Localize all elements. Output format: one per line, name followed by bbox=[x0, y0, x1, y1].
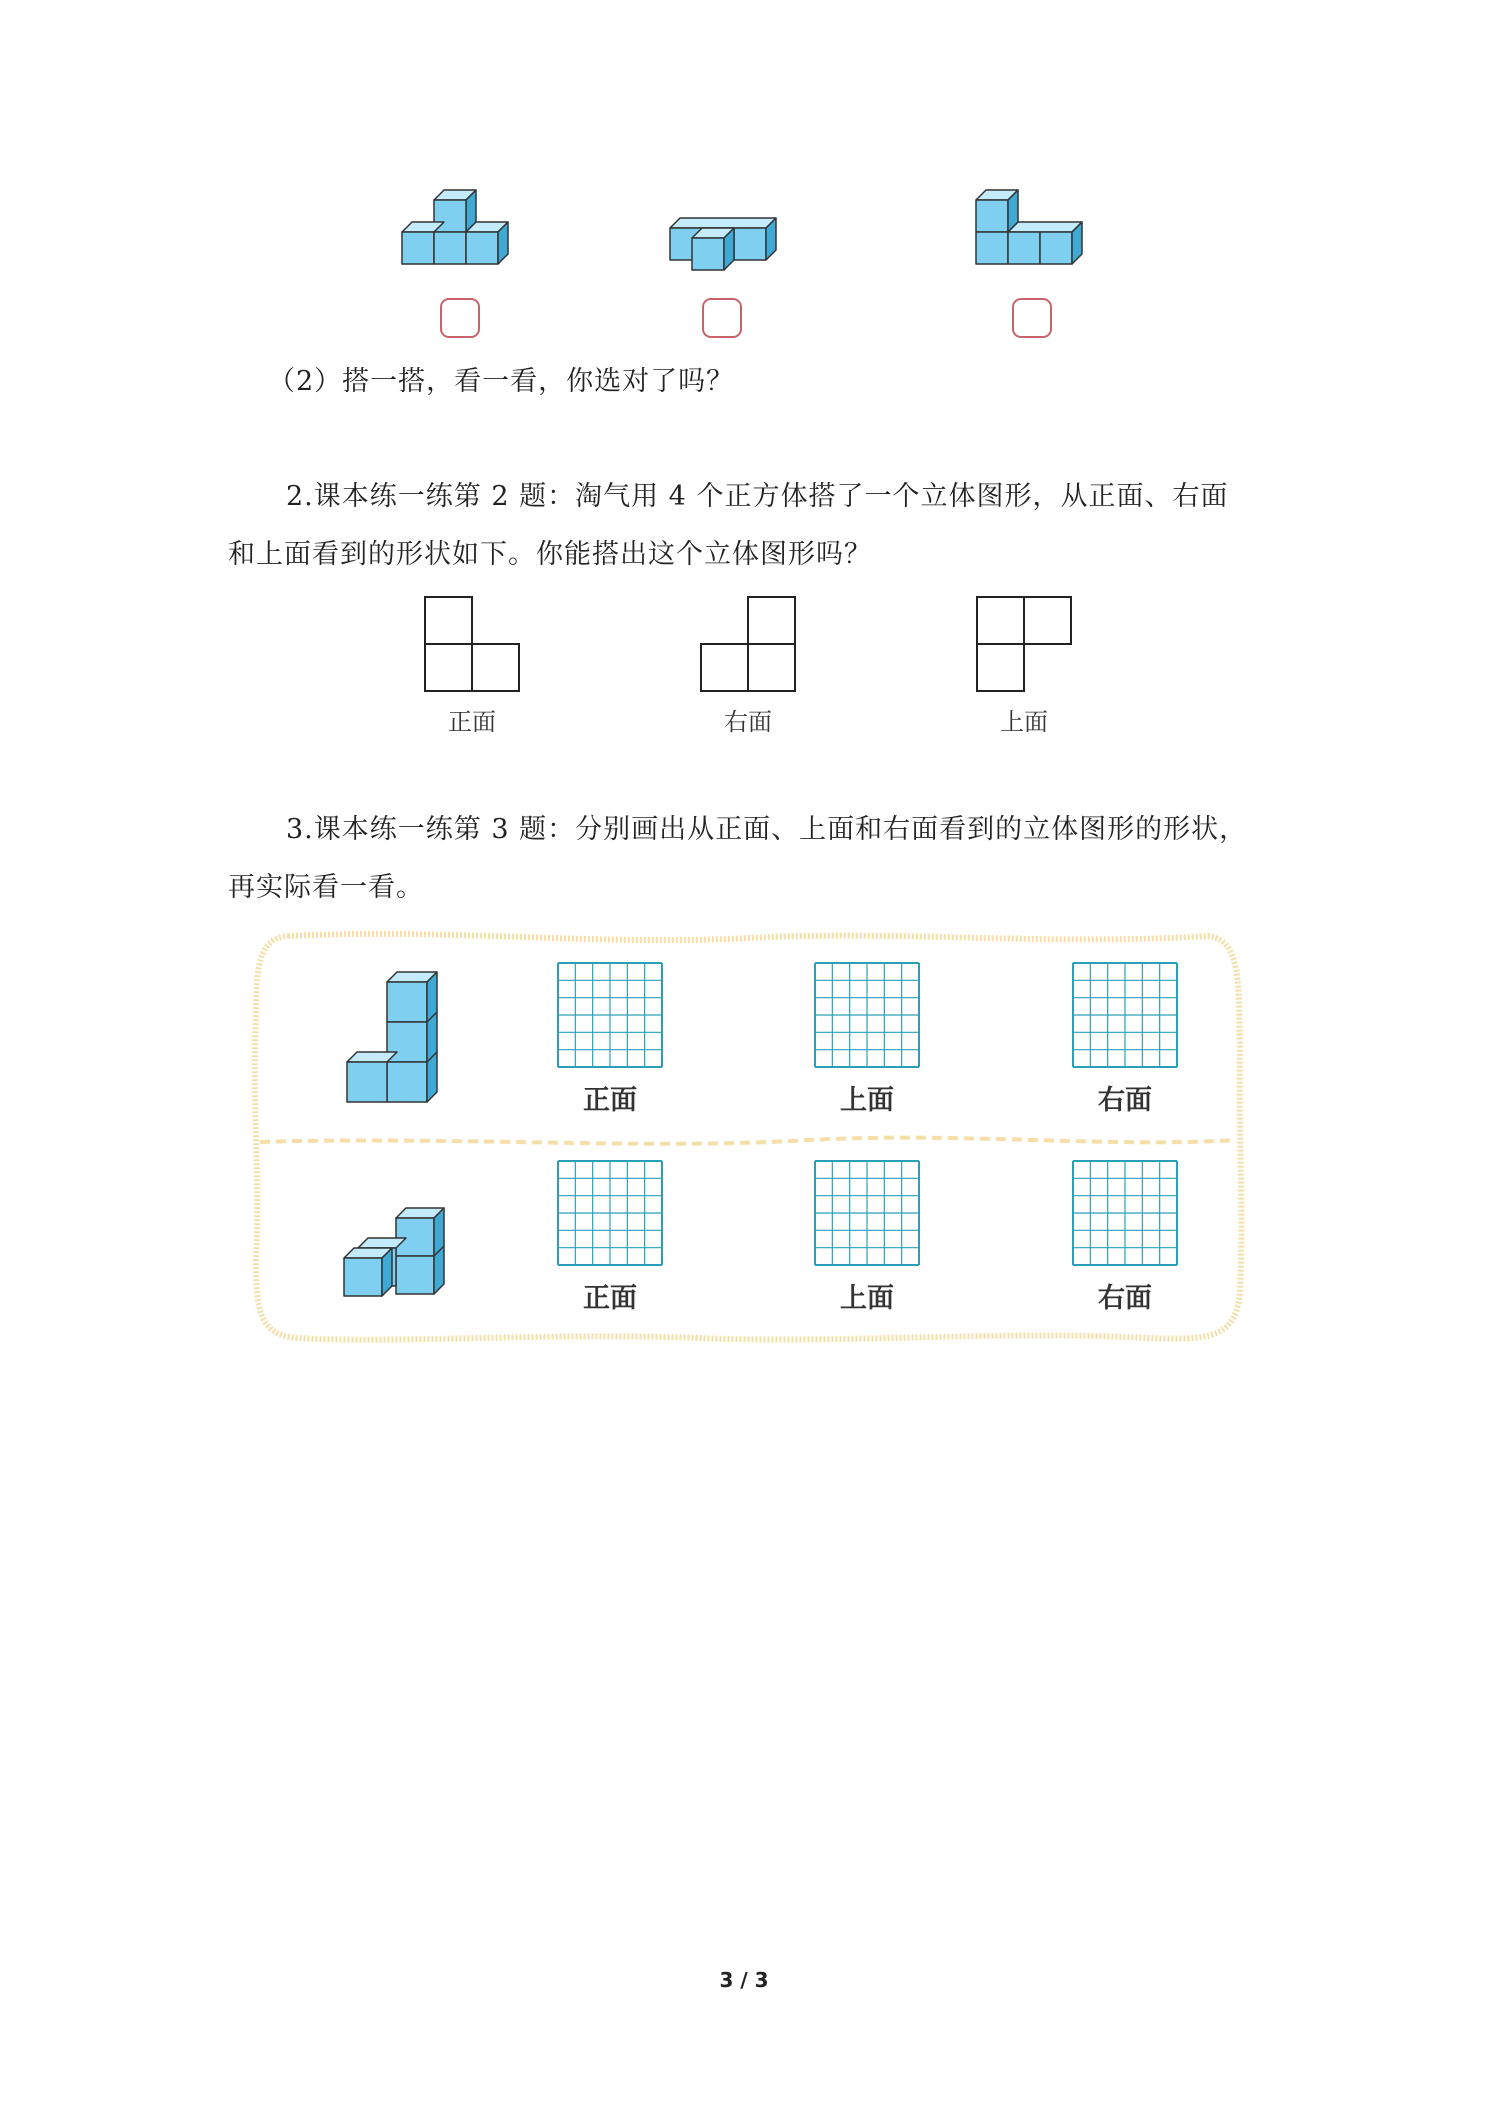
cube-figure-3 bbox=[974, 180, 1104, 270]
page-number: 3 / 3 bbox=[719, 1968, 769, 1992]
row1-label-front: 正面 bbox=[583, 1085, 637, 1116]
q3-line2: 再实际看一看。 bbox=[228, 872, 424, 903]
row2-label-top: 上面 bbox=[840, 1283, 894, 1314]
grid-row2-top[interactable] bbox=[814, 1160, 920, 1266]
view-label-right: 右面 bbox=[724, 708, 772, 736]
q2-line1: 2.课本练一练第 2 题：淘气用 4 个正方体搭了一个立体图形，从正面、右面 bbox=[286, 481, 1229, 512]
answer-box-2[interactable] bbox=[702, 298, 742, 338]
view-label-top: 上面 bbox=[1000, 708, 1048, 736]
answer-box-3[interactable] bbox=[1012, 298, 1052, 338]
q1-sub2-text: （2）搭一搭，看一看，你选对了吗？ bbox=[268, 366, 735, 397]
grid-row1-right[interactable] bbox=[1072, 962, 1178, 1068]
q3-figure-2 bbox=[340, 1196, 450, 1306]
grid-row1-top[interactable] bbox=[814, 962, 920, 1068]
grid-row2-right[interactable] bbox=[1072, 1160, 1178, 1266]
top-view-shape bbox=[976, 596, 1072, 692]
q2-line2: 和上面看到的形状如下。你能搭出这个立体图形吗？ bbox=[228, 539, 872, 570]
cube-figure-2 bbox=[668, 212, 798, 282]
row2-label-right: 右面 bbox=[1098, 1283, 1152, 1314]
grid-row2-front[interactable] bbox=[557, 1160, 663, 1266]
row1-label-top: 上面 bbox=[840, 1085, 894, 1116]
answer-box-1[interactable] bbox=[440, 298, 480, 338]
row1-label-right: 右面 bbox=[1098, 1085, 1152, 1116]
right-view-shape bbox=[700, 596, 796, 692]
view-label-front: 正面 bbox=[448, 708, 496, 736]
q3-figure-1 bbox=[345, 970, 445, 1110]
grid-row1-front[interactable] bbox=[557, 962, 663, 1068]
row2-label-front: 正面 bbox=[583, 1283, 637, 1314]
q3-line1: 3.课本练一练第 3 题：分别画出从正面、上面和右面看到的立体图形的形状， bbox=[286, 814, 1248, 845]
cube-figure-1 bbox=[400, 180, 530, 270]
front-view-shape bbox=[424, 596, 520, 692]
